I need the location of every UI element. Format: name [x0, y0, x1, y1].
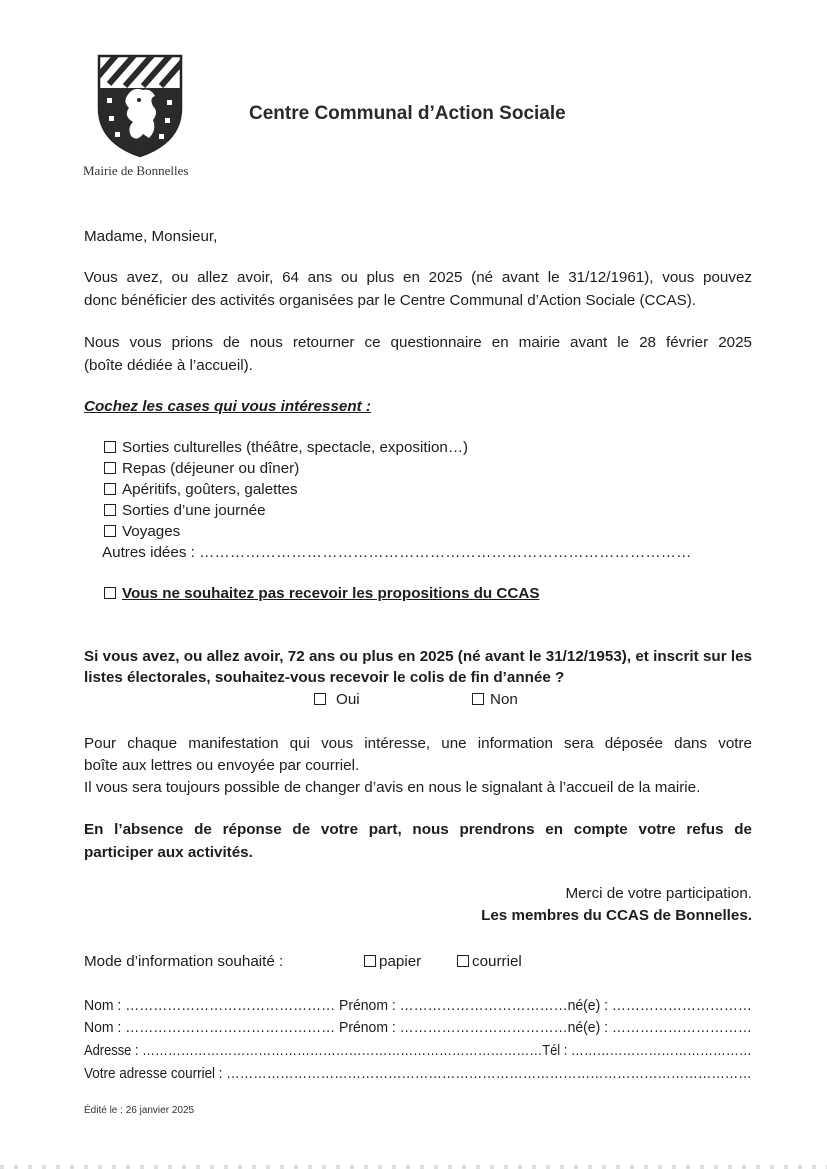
intro-line-1: Vous avez, ou allez avoir, 64 ans ou plus en 2025 (né avant le 31/12/1961), vous pouvez — [84, 269, 752, 286]
closing-thanks: Merci de votre participation. — [565, 885, 752, 902]
checkbox-icon — [104, 525, 116, 537]
mairie-name: Mairie de Bonnelles — [83, 163, 189, 178]
page-title: Centre Communal d’Action Sociale — [249, 103, 566, 124]
checkbox-icon — [364, 955, 376, 967]
colis-line-1: Si vous avez, ou allez avoir, 72 ans ou plus en 2025 (né avant le 31/12/1953), et inscrit sur les — [84, 648, 752, 665]
info-line-3: Il vous sera toujours possible de changer d’avis en nous le signalant à l’accueil de la mairie. — [84, 779, 701, 796]
optout-label: Vous ne souhaitez pas recevoir les propositions du CCAS — [122, 585, 540, 602]
info-line-1: Pour chaque manifestation qui vous intéresse, une information sera déposée dans votre — [84, 735, 752, 752]
checkbox-repas[interactable] — [104, 460, 299, 477]
bonnelles-crest-logo — [93, 50, 187, 160]
colis-non-label: Non — [490, 691, 518, 708]
other-ideas-dots: …………………………………………………………………………………… — [199, 544, 692, 561]
email-field[interactable]: Votre adresse courriel : ……………………………………………………………………………………………………… — [84, 1065, 752, 1082]
checkbox-icon — [457, 955, 469, 967]
checkbox-label: Repas (déjeuner ou dîner) — [122, 460, 300, 477]
colis-line-2: listes électorales, souhaitez-vous recevoir le colis de fin d’année ? — [84, 669, 565, 686]
checkbox-icon — [104, 441, 116, 453]
checkbox-icon — [104, 462, 116, 474]
checkbox-sorties-culturelles[interactable] — [104, 439, 468, 456]
info-line-2: boîte aux lettres ou envoyée par courriel. — [84, 757, 360, 774]
absence-line-1: En l’absence de réponse de votre part, nous prendrons en compte votre refus de — [84, 821, 752, 838]
checkbox-sorties-journee[interactable] — [104, 502, 266, 519]
intro-line-2: donc bénéficier des activités organisées par le Centre Communal d’Action Sociale (CCAS). — [84, 292, 697, 309]
checkbox-voyages[interactable] — [104, 523, 180, 540]
edited-date: Édité le : 26 janvier 2025 — [84, 1105, 195, 1116]
checkbox-label: Sorties d’une journée — [122, 502, 266, 519]
address-field[interactable]: Adresse : …………………………………………………………………………………Tél : …………………………………… — [84, 1042, 752, 1059]
checkbox-icon — [314, 693, 326, 705]
greeting: Madame, Monsieur, — [84, 228, 218, 245]
checkbox-icon — [104, 483, 116, 495]
checkbox-label: Sorties culturelles (théâtre, spectacle, exposition…) — [122, 439, 469, 456]
checkbox-colis-non[interactable] — [472, 691, 518, 708]
checkbox-optout[interactable] — [104, 585, 539, 602]
checkbox-mode-papier[interactable] — [364, 953, 421, 970]
checkbox-icon — [104, 504, 116, 516]
colis-oui-label: Oui — [336, 691, 360, 708]
absence-line-2: participer aux activités. — [84, 844, 253, 861]
checkbox-icon — [104, 587, 116, 599]
other-ideas-field[interactable] — [102, 544, 692, 561]
return-line-1: Nous vous prions de nous retourner ce questionnaire en mairie avant le 28 février 2025 — [84, 334, 752, 351]
checkbox-mode-courriel[interactable] — [457, 953, 522, 970]
other-ideas-label: Autres idées : — [102, 544, 200, 561]
return-line-2: (boîte dédiée à l’accueil). — [84, 357, 253, 374]
checkbox-icon — [472, 693, 484, 705]
checklist-heading: Cochez les cases qui vous intéressent : — [84, 398, 371, 415]
mode-papier-label: papier — [379, 953, 422, 970]
mode-label: Mode d’information souhaité : — [84, 953, 284, 970]
scan-edge-artifact — [0, 1165, 827, 1169]
closing-signature: Les membres du CCAS de Bonnelles. — [481, 907, 752, 924]
checkbox-label: Apéritifs, goûters, galettes — [122, 481, 298, 498]
checkbox-aperitifs[interactable] — [104, 481, 298, 498]
name-field-2[interactable]: Nom : ……………………………………… Prénom : ………………………………né(e) : ………………………… — [84, 1019, 752, 1036]
name-field-1[interactable]: Nom : ……………………………………… Prénom : ………………………………né(e) : ………………………… — [84, 997, 752, 1014]
mode-courriel-label: courriel — [472, 953, 522, 970]
checkbox-label: Voyages — [122, 523, 181, 540]
checkbox-colis-oui[interactable] — [314, 691, 360, 708]
